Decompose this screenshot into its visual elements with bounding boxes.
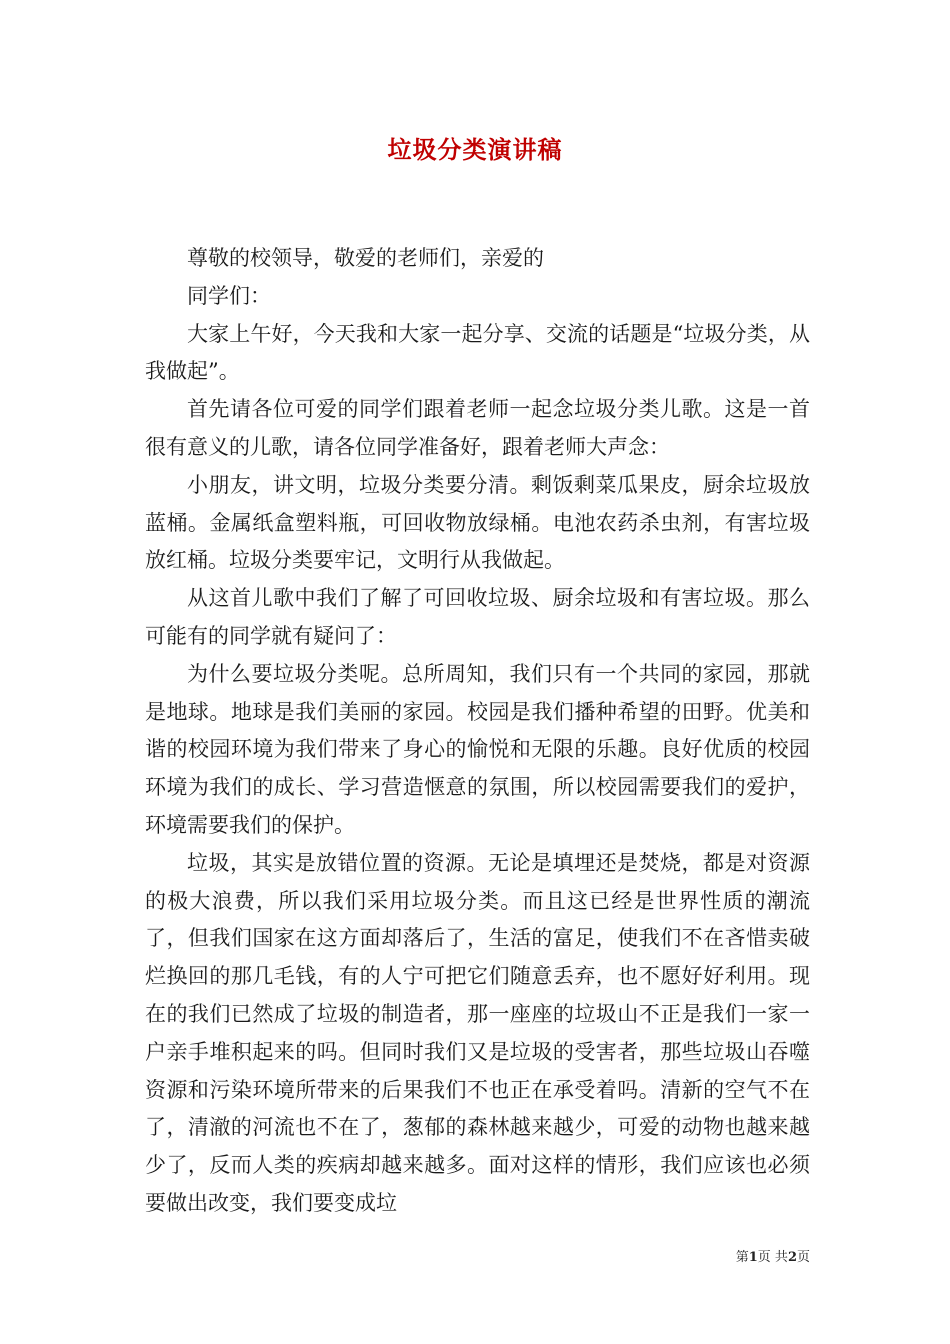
footer-suffix: 页 xyxy=(796,1250,810,1265)
paragraph-salutation: 尊敬的校领导，敬爱的老师们，亲爱的 xyxy=(187,246,544,270)
paragraph-intro-song: 首先请各位可爱的同学们跟着老师一起念垃圾分类儿歌。这是一首很有意义的儿歌，请各位同学准备好，跟着老师大声念： xyxy=(145,397,810,459)
paragraph-greeting: 大家上午好，今天我和大家一起分享、交流的话题是“垃圾分类，从我做起”。 xyxy=(145,321,810,384)
paragraph-why: 为什么要垃圾分类呢。总所周知，我们只有一个共同的家园，那就是地球。地球是我们美丽的家园。校园是我们播种希望的田野。优美和谐的校园环境为我们带来了身心的愉悦和无限的乐趣。良好优质的校园环境为我们的成长、学习营造惬意的氛围，所以校园需要我们的爱护，环境需要我们的保护。 xyxy=(145,661,810,837)
footer-prefix: 第 xyxy=(735,1250,749,1265)
page-footer xyxy=(736,1246,810,1265)
document-title: 垃圾分类演讲稿 xyxy=(387,135,563,164)
paragraph-song: 小朋友，讲文明，垃圾分类要分清。剩饭剩菜瓜果皮，厨余垃圾放蓝桶。金属纸盒塑料瓶，可回收物放绿桶。电池农药杀虫剂，有害垃圾放红桶。垃圾分类要牢记，文明行从我做起。 xyxy=(145,472,810,573)
footer-current-page: 1 xyxy=(748,1250,758,1265)
paragraph-salutation-cont: 同学们： xyxy=(187,283,271,308)
document-body xyxy=(145,240,810,1223)
paragraph-resources: 垃圾，其实是放错位置的资源。无论是填埋还是焚烧，都是对资源的极大浪费，所以我们采用垃圾分类。而且这已经是世界性质的潮流了，但我们国家在这方面却落后了，生活的富足，使我们不在吝惜卖破烂换回的那几毛钱，有的人宁可把它们随意丢弃，也不愿好好利用。现在的我们已然成了垃圾的制造者，那一座座的垃圾山不正是我们一家一户亲手堆积起来的吗。但同时我们又是垃圾的受害者，那些垃圾山吞噬资源和污染环境所带来的后果我们不也正在承受着吗。清新的空气不在了，清澈的河流也不在了，葱郁的森林越来越少，可爱的动物也越来越少了，反而人类的疾病却越来越多。面对这样的情形，我们应该也必须要做出改变，我们要变成垃 xyxy=(145,850,810,1215)
footer-total-pages: 2 xyxy=(787,1250,797,1265)
paragraph-question-lead: 从这首儿歌中我们了解了可回收垃圾、厨余垃圾和有害垃圾。那么可能有的同学就有疑问了： xyxy=(145,586,810,648)
footer-middle: 页 共 xyxy=(757,1250,788,1265)
